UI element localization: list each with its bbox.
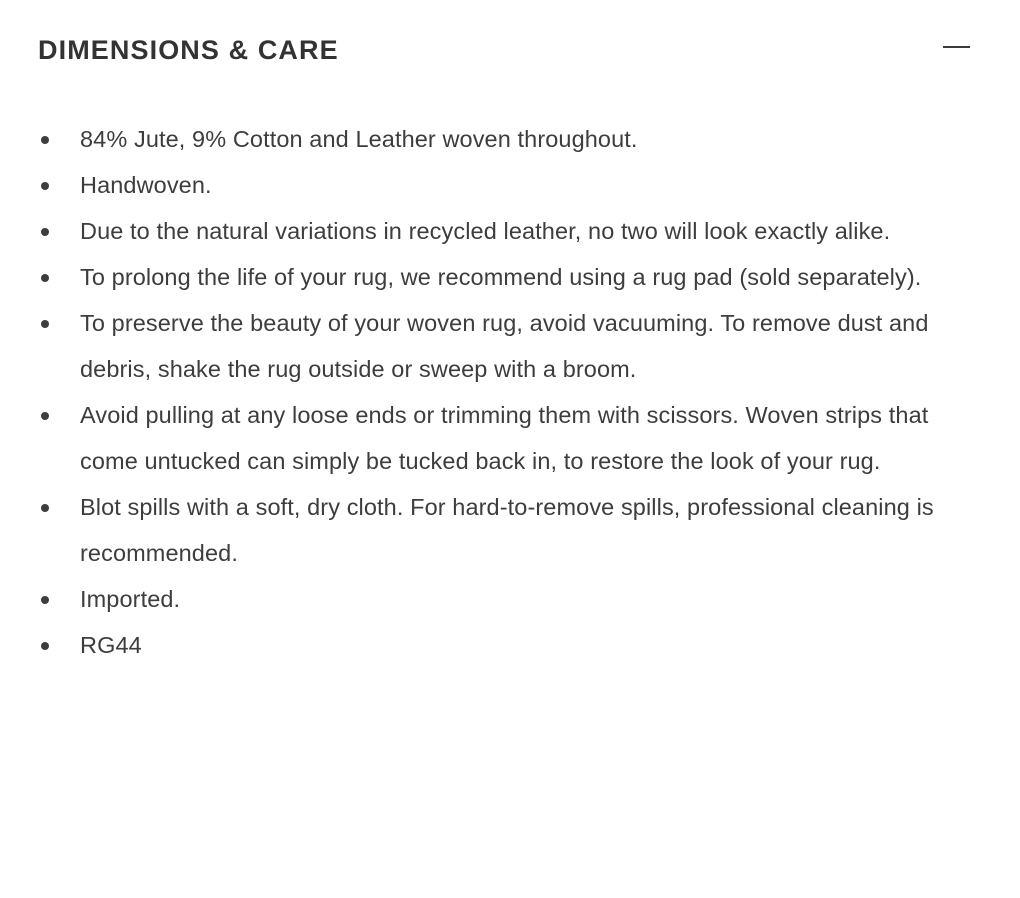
panel-header[interactable] bbox=[38, 34, 980, 66]
list-item: 84% Jute, 9% Cotton and Leather woven throughout. bbox=[38, 116, 980, 162]
list-item: Due to the natural variations in recycled leather, no two will look exactly alike. bbox=[38, 208, 980, 254]
minus-icon bbox=[943, 46, 970, 48]
list-item: Imported. bbox=[38, 576, 980, 622]
list-item: Avoid pulling at any loose ends or trimming them with scissors. Woven strips that come untucked can simply be tucked back in, to restore the look of your rug. bbox=[38, 392, 980, 484]
list-item: Handwoven. bbox=[38, 162, 980, 208]
collapse-section-button[interactable] bbox=[943, 46, 970, 48]
list-item: To prolong the life of your rug, we recommend using a rug pad (sold separately). bbox=[38, 254, 980, 300]
care-instructions-list bbox=[38, 116, 980, 668]
list-item: To preserve the beauty of your woven rug, avoid vacuuming. To remove dust and debris, shake the rug outside or sweep with a broom. bbox=[38, 300, 980, 392]
list-item: Blot spills with a soft, dry cloth. For hard-to-remove spills, professional cleaning is recommended. bbox=[38, 484, 980, 576]
page-title: DIMENSIONS & CARE bbox=[38, 35, 339, 65]
list-item: RG44 bbox=[38, 622, 980, 668]
